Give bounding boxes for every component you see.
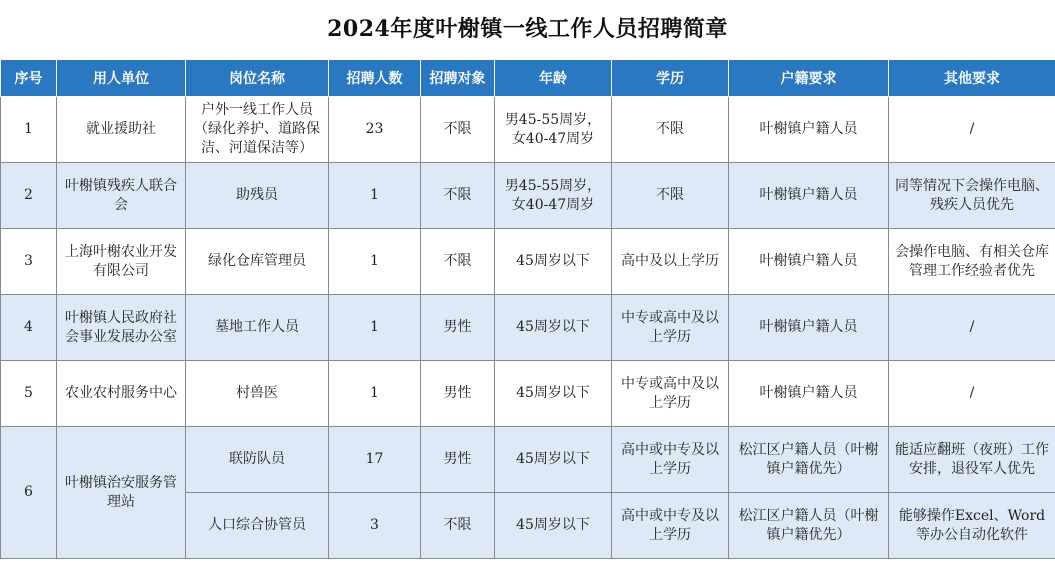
cell-post: 联防队员 bbox=[186, 427, 329, 493]
cell-unit: 叶榭镇人民政府社会事业发展办公室 bbox=[57, 295, 186, 361]
cell-huji: 松江区户籍人员（叶榭镇户籍优先） bbox=[729, 427, 889, 493]
header-huji: 户籍要求 bbox=[729, 60, 889, 97]
table-row bbox=[1, 97, 1055, 163]
cell-huji: 叶榭镇户籍人员 bbox=[729, 295, 889, 361]
cell-unit: 就业援助社 bbox=[57, 97, 186, 163]
cell-count: 1 bbox=[329, 361, 421, 427]
cell-no: 3 bbox=[1, 229, 57, 295]
cell-other: 同等情况下会操作电脑、残疾人员优先 bbox=[889, 163, 1055, 229]
cell-education: 不限 bbox=[612, 163, 729, 229]
cell-post: 墓地工作人员 bbox=[186, 295, 329, 361]
header-education: 学历 bbox=[612, 60, 729, 97]
cell-unit: 叶榭镇治安服务管理站 bbox=[57, 427, 186, 559]
table-row bbox=[1, 295, 1055, 361]
cell-count: 1 bbox=[329, 295, 421, 361]
cell-count: 17 bbox=[329, 427, 421, 493]
cell-other: 能适应翻班（夜班）工作安排，退役军人优先 bbox=[889, 427, 1055, 493]
cell-unit: 农业农村服务中心 bbox=[57, 361, 186, 427]
cell-post: 人口综合协管员 bbox=[186, 493, 329, 559]
cell-other: 会操作电脑、有相关仓库管理工作经验者优先 bbox=[889, 229, 1055, 295]
cell-post: 助残员 bbox=[186, 163, 329, 229]
cell-target: 男性 bbox=[421, 361, 495, 427]
cell-target: 不限 bbox=[421, 229, 495, 295]
cell-education: 高中及以上学历 bbox=[612, 229, 729, 295]
cell-no: 1 bbox=[1, 97, 57, 163]
header-post: 岗位名称 bbox=[186, 60, 329, 97]
cell-age: 45周岁以下 bbox=[495, 295, 612, 361]
cell-education: 高中或中专及以上学历 bbox=[612, 427, 729, 493]
table-row bbox=[1, 163, 1055, 229]
table-row bbox=[1, 229, 1055, 295]
cell-target: 男性 bbox=[421, 295, 495, 361]
cell-count: 3 bbox=[329, 493, 421, 559]
cell-post: 村兽医 bbox=[186, 361, 329, 427]
header-no: 序号 bbox=[1, 60, 57, 97]
cell-count: 23 bbox=[329, 97, 421, 163]
cell-education: 不限 bbox=[612, 97, 729, 163]
recruitment-table bbox=[0, 59, 1055, 559]
header-count: 招聘人数 bbox=[329, 60, 421, 97]
cell-unit: 上海叶榭农业开发有限公司 bbox=[57, 229, 186, 295]
cell-target: 不限 bbox=[421, 97, 495, 163]
cell-other: 能够操作Excel、Word等办公自动化软件 bbox=[889, 493, 1055, 559]
cell-age: 45周岁以下 bbox=[495, 427, 612, 493]
cell-unit: 叶榭镇残疾人联合会 bbox=[57, 163, 186, 229]
header-unit: 用人单位 bbox=[57, 60, 186, 97]
cell-huji: 叶榭镇户籍人员 bbox=[729, 361, 889, 427]
cell-huji: 叶榭镇户籍人员 bbox=[729, 97, 889, 163]
cell-huji: 松江区户籍人员（叶榭镇户籍优先） bbox=[729, 493, 889, 559]
header-age: 年龄 bbox=[495, 60, 612, 97]
cell-other: / bbox=[889, 97, 1055, 163]
header-target: 招聘对象 bbox=[421, 60, 495, 97]
header-row bbox=[1, 60, 1055, 97]
cell-education: 中专或高中及以上学历 bbox=[612, 361, 729, 427]
cell-age: 45周岁以下 bbox=[495, 361, 612, 427]
cell-age: 45周岁以下 bbox=[495, 229, 612, 295]
cell-no: 4 bbox=[1, 295, 57, 361]
cell-post: 绿化仓库管理员 bbox=[186, 229, 329, 295]
table-row bbox=[1, 427, 1055, 493]
cell-age: 男45-55周岁，女40-47周岁 bbox=[495, 163, 612, 229]
cell-education: 中专或高中及以上学历 bbox=[612, 295, 729, 361]
table-row bbox=[1, 361, 1055, 427]
cell-huji: 叶榭镇户籍人员 bbox=[729, 163, 889, 229]
cell-no: 2 bbox=[1, 163, 57, 229]
page-title: 2024年度叶榭镇一线工作人员招聘简章 bbox=[327, 16, 728, 42]
cell-age: 男45-55周岁，女40-47周岁 bbox=[495, 97, 612, 163]
cell-post: 户外一线工作人员（绿化养护、道路保洁、河道保洁等） bbox=[186, 97, 329, 163]
cell-count: 1 bbox=[329, 163, 421, 229]
cell-target: 不限 bbox=[421, 493, 495, 559]
cell-no: 6 bbox=[1, 427, 57, 559]
cell-no: 5 bbox=[1, 361, 57, 427]
cell-age: 45周岁以下 bbox=[495, 493, 612, 559]
cell-target: 不限 bbox=[421, 163, 495, 229]
cell-target: 男性 bbox=[421, 427, 495, 493]
cell-huji: 叶榭镇户籍人员 bbox=[729, 229, 889, 295]
header-other: 其他要求 bbox=[889, 60, 1055, 97]
cell-count: 1 bbox=[329, 229, 421, 295]
cell-education: 高中或中专及以上学历 bbox=[612, 493, 729, 559]
cell-other: / bbox=[889, 361, 1055, 427]
cell-other: / bbox=[889, 295, 1055, 361]
